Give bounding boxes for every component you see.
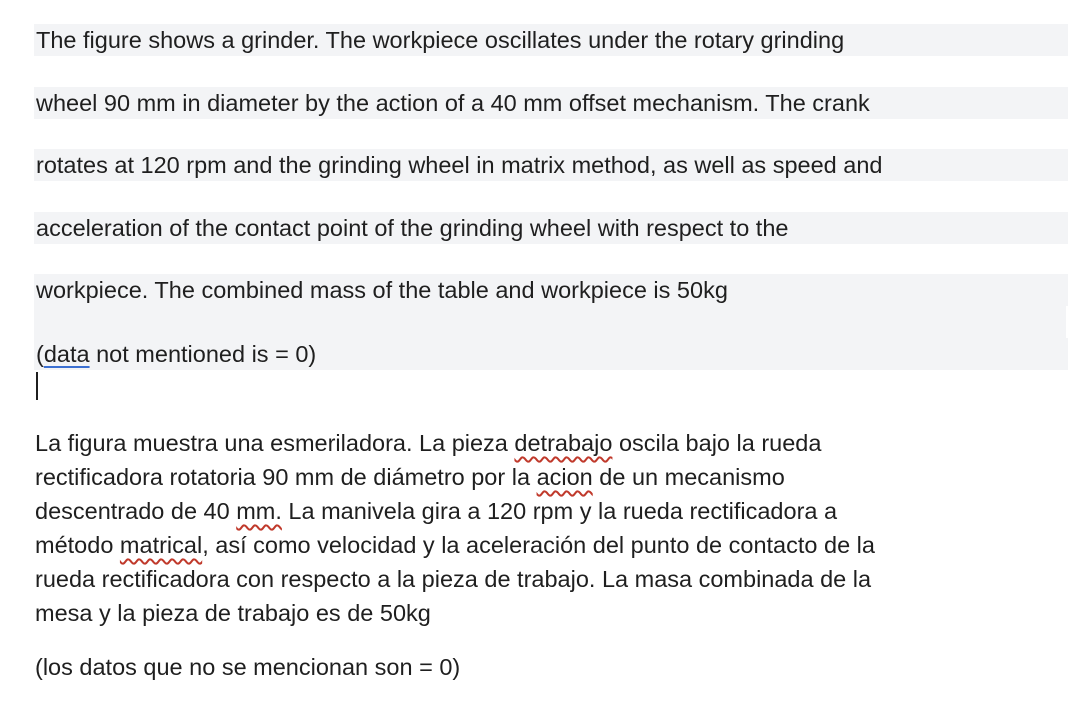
- english-line-1: The figure shows a grinder. The workpiece oscillates under the rotary grinding: [34, 24, 1068, 56]
- spanish-line-6: mesa y la pieza de trabajo es de 50kg: [35, 600, 431, 626]
- note-rest: not mentioned is = 0): [89, 341, 317, 367]
- spelling-error-word[interactable]: acion: [536, 464, 593, 490]
- spanish-line-3: [35, 494, 1045, 528]
- text-span: método: [35, 532, 120, 558]
- spanish-note: (los datos que no se mencionan son = 0): [35, 654, 461, 680]
- spanish-line-4: [35, 528, 1045, 562]
- text-span: , así como velocidad y la aceleración del punto de contacto de la: [202, 532, 875, 558]
- text-span: oscila bajo la rueda: [612, 430, 822, 456]
- spelling-error-word[interactable]: detrabajo: [514, 430, 613, 456]
- text-span: de un mecanismo: [592, 464, 785, 490]
- spanish-paragraph: [35, 426, 1045, 630]
- english-line-5: workpiece. The combined mass of the table and workpiece is 50kg: [34, 274, 1068, 306]
- text-cursor: [36, 372, 38, 400]
- english-line-3: rotates at 120 rpm and the grinding wheel in matrix method, as well as speed and: [34, 149, 1068, 181]
- spanish-line-2: [35, 460, 1045, 494]
- spanish-line-1: [35, 426, 1045, 460]
- spanish-line-5: rueda rectificadora con respecto a la pieza de trabajo. La masa combinada de la: [35, 566, 872, 592]
- text-span: La manivela gira a 120 rpm y la rueda rectificadora a: [281, 498, 838, 524]
- english-line-4: acceleration of the contact point of the grinding wheel with respect to the: [34, 212, 1068, 244]
- english-note: [34, 338, 1068, 370]
- english-line-2: wheel 90 mm in diameter by the action of a 40 mm offset mechanism. The crank: [34, 87, 1068, 119]
- highlight-band: [34, 306, 1066, 338]
- text-span: rectificadora rotatoria 90 mm de diámetro por la: [35, 464, 537, 490]
- spelling-error-word[interactable]: matrical: [119, 532, 203, 558]
- grammar-flagged-word[interactable]: data: [43, 341, 90, 367]
- text-span: descentrado de 40: [35, 498, 237, 524]
- text-span: La figura muestra una esmeriladora. La pieza: [35, 430, 515, 456]
- note-open-paren: (: [36, 341, 44, 367]
- spelling-error-word[interactable]: mm.: [236, 498, 282, 524]
